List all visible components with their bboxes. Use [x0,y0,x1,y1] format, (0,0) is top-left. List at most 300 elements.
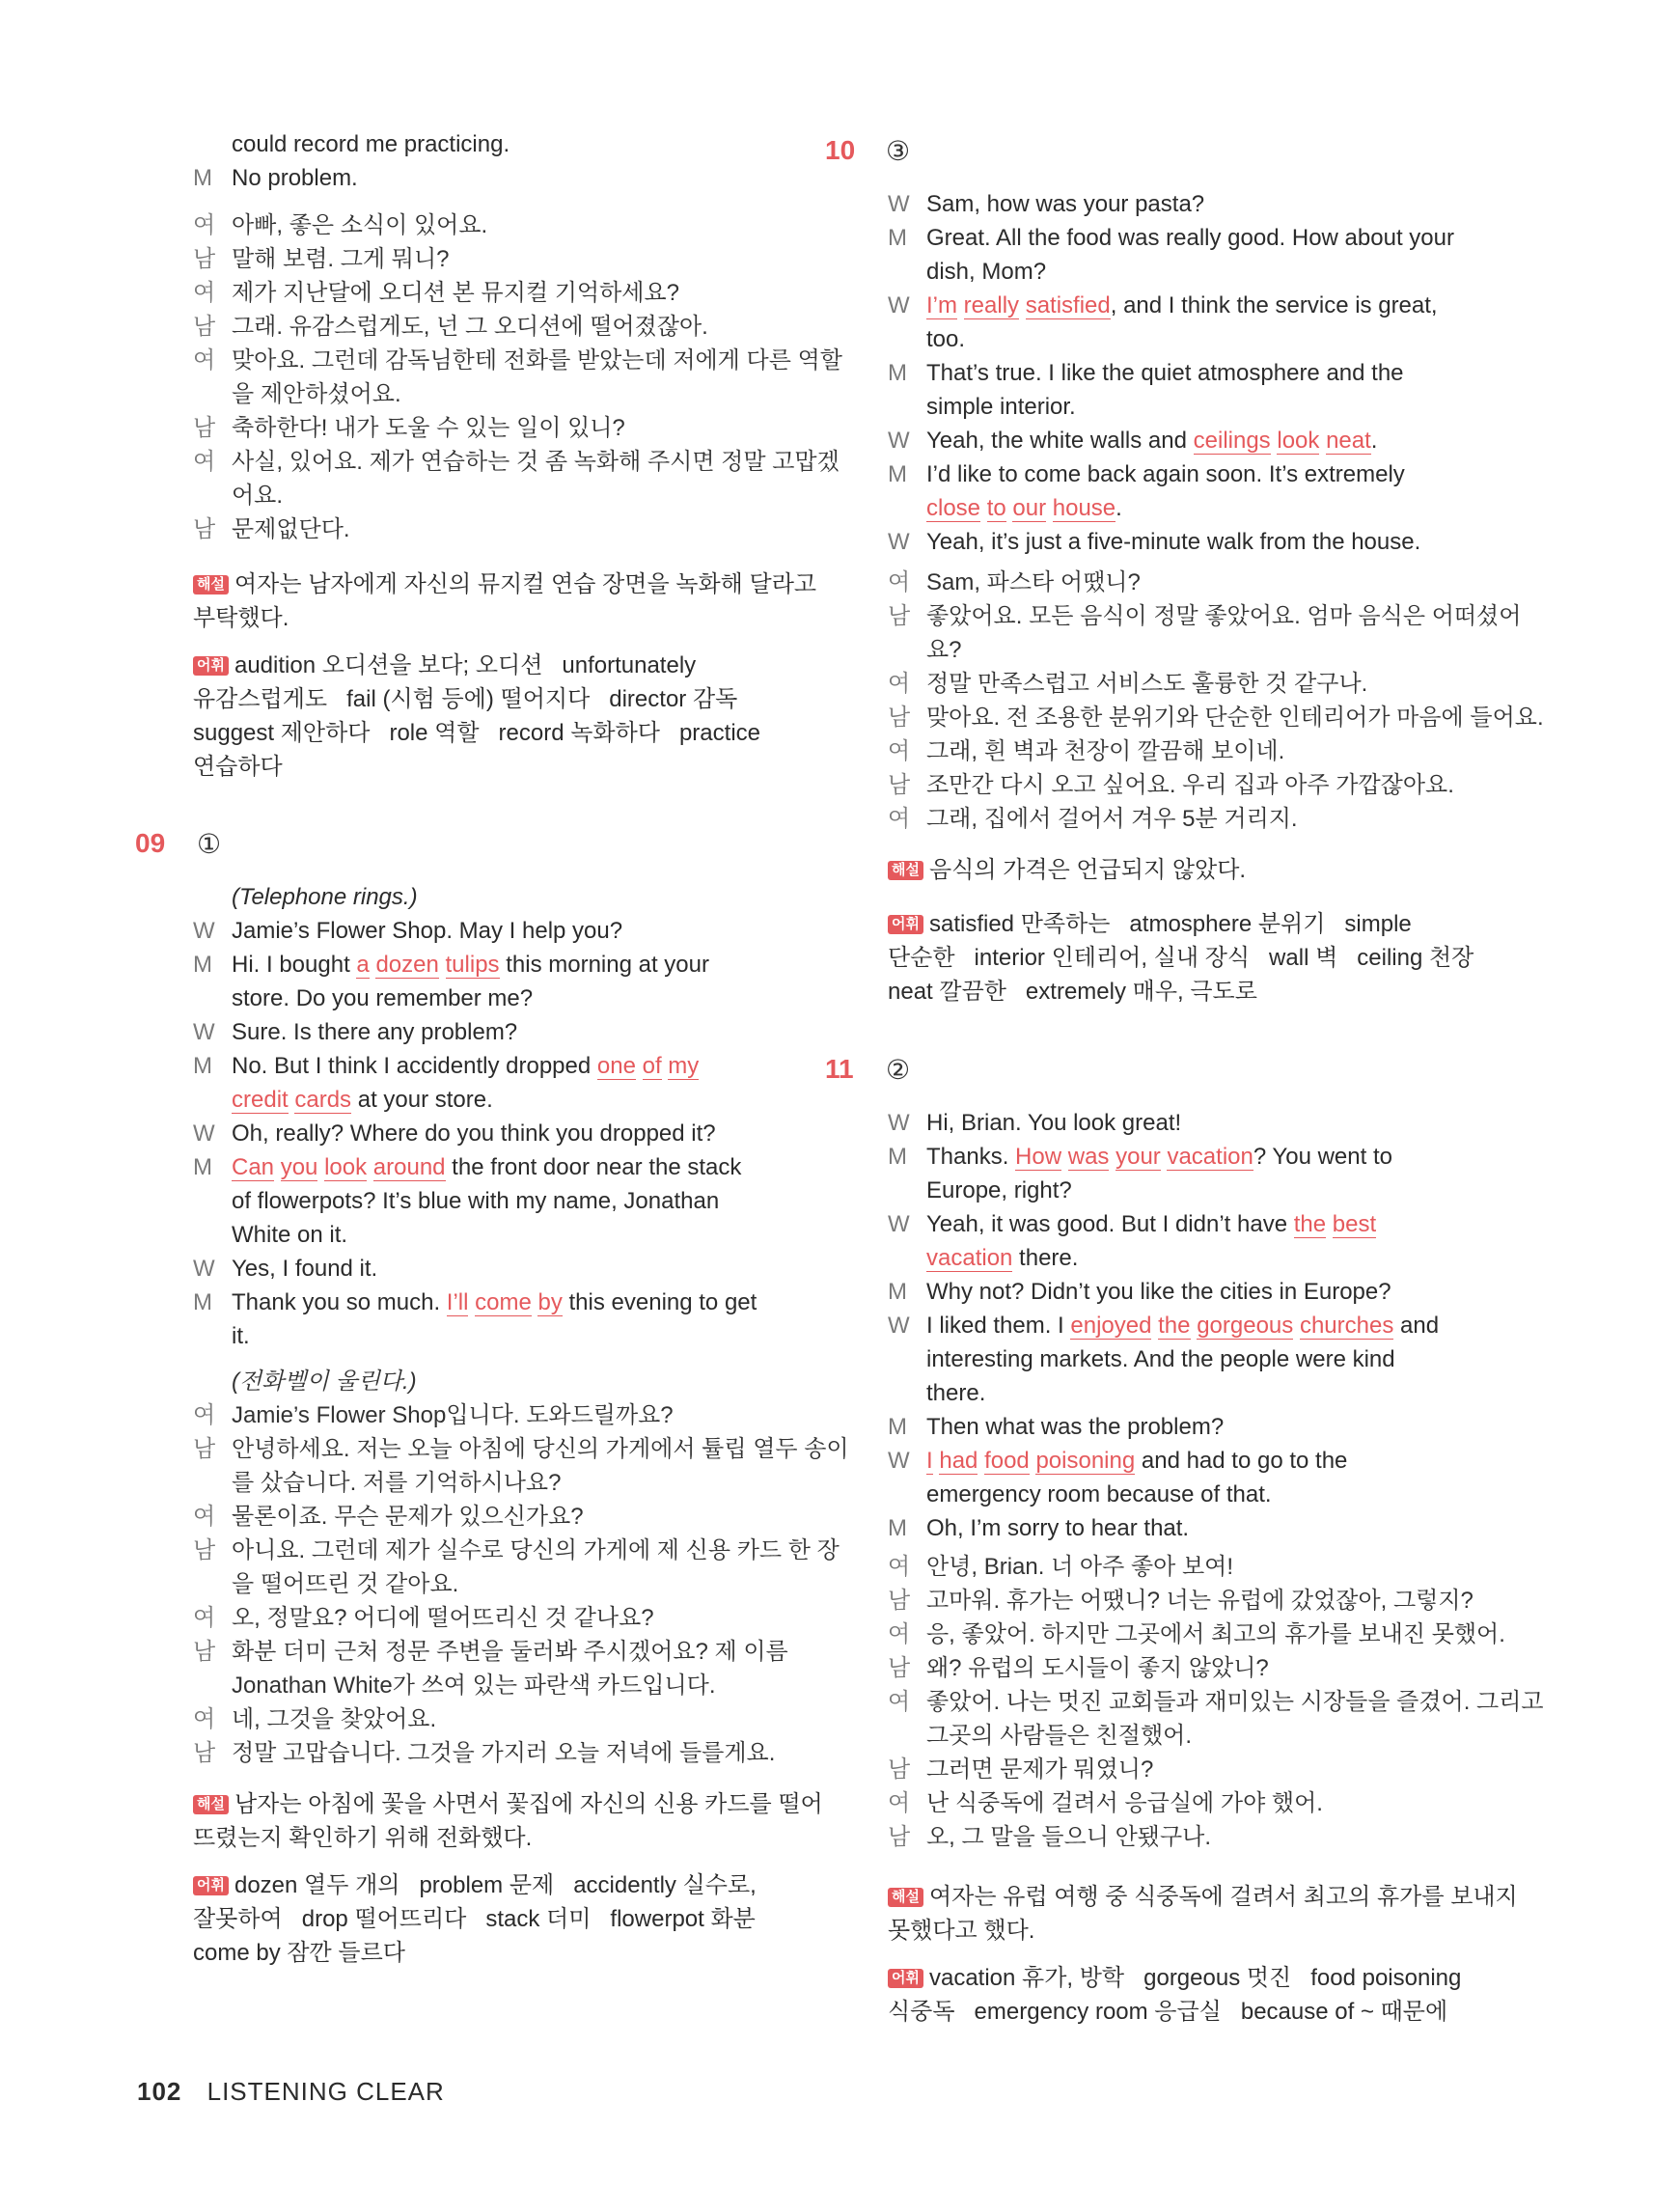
dialogue-text [232,880,418,914]
speaker-label: 남 [193,314,216,340]
dialogue-text [232,127,510,161]
dialogue-text [232,1049,699,1083]
text-segment [1019,292,1026,318]
answer-blank-word: food [984,1448,1030,1474]
speaker-label: W [888,1211,910,1237]
translation-line [888,1786,1481,1820]
vocabulary-badge: 어휘 [888,1969,923,1988]
vocabulary-line [193,682,791,716]
dialogue-line [888,1309,1481,1342]
translation-text: 문제없단다. [232,516,350,542]
speaker-label: M [888,1279,907,1305]
explanation-line [193,1787,823,1821]
text-segment: simple interior. [926,394,1076,420]
speaker-label: 남 [888,772,911,798]
explanation-text: 여자는 유럽 여행 중 식중독에 걸려서 최고의 휴가를 보내지 [928,1884,1518,1910]
speaker-label: M [888,461,907,487]
answer-blank-word: best [1332,1211,1377,1237]
answer-blank-word: I [926,1448,933,1474]
speaker-label: 여 [888,806,911,832]
translation-line [193,512,791,546]
explanation-11 [888,1880,1518,1948]
dialogue-text [232,1083,493,1117]
translation-text: 그래, 집에서 걸어서 겨우 5분 거리지. [926,806,1298,832]
speaker-label: 남 [888,705,911,731]
translation-line [888,1753,1481,1786]
dialogue-text [926,221,1454,255]
answer-blank-word: vacation [926,1245,1013,1271]
vocabulary-line [193,1902,791,1936]
speaker-label: 여 [888,569,911,595]
answer-blank-word: to [986,495,1006,521]
vocabulary-line [193,716,791,750]
speaker-label: M [888,225,907,251]
translation-text: 를 샀습니다. 저를 기억하시나요? [232,1470,562,1496]
dialogue-text [232,1117,716,1150]
korean-translation-10 [888,566,1544,836]
dialogue-line [193,127,791,161]
speaker-label: 여 [193,1504,216,1530]
answer-09: ① [197,829,222,859]
vocabulary-line [193,649,791,682]
dialogue-line [888,1376,1481,1410]
translation-text: 맞아요. 그런데 감독님한테 전화를 받았는데 저에게 다른 역할 [232,347,842,373]
vocabulary-badge: 어휘 [193,1876,229,1895]
speaker-label: W [888,428,910,454]
speaker-label: M [193,165,212,191]
text-segment: Why not? Didn’t you like the cities in Europe? [926,1279,1391,1305]
vocabulary-text: neat 깔끔한 extremely 매우, 극도로 [888,979,1257,1005]
dialogue-text [232,161,358,195]
dialogue-line [888,1174,1481,1207]
dialogue-text [232,948,709,982]
dialogue-line [888,525,1481,559]
dialogue-text [926,1309,1439,1342]
answer-blank-word: your [1115,1144,1161,1170]
translation-text: 오, 정말요? 어디에 떨어뜨리신 것 같나요? [232,1605,654,1631]
dialogue-line [888,1140,1481,1174]
dialogue-text [926,1410,1224,1444]
explanation-text: 못했다고 했다. [888,1918,1035,1944]
translation-line [193,242,791,276]
translation-text: 어요. [232,483,284,509]
speaker-label: 여 [193,212,216,238]
answer-blank-word: close [926,495,981,521]
text-segment: Thanks. [926,1144,1016,1170]
translation-text: 맞아요. 전 조용한 분위기와 단순한 인테리어가 마음에 들어요. [926,705,1544,731]
dialogue-text [926,424,1377,457]
vocabulary-line [888,907,1486,941]
vocabulary-line [888,941,1486,975]
dialogue-text [926,289,1438,322]
explanation-line [193,567,817,601]
text-segment: I’d like to come back again soon. It’s extremely [926,461,1405,487]
dialogue-text [232,1015,517,1049]
answer-blank-word: had [939,1448,978,1474]
dialogue-line [888,356,1481,390]
dialogue-line [888,1207,1481,1241]
translation-line [193,1500,791,1534]
answer-blank-word: vacation [1167,1144,1253,1170]
continued-korean-translation [193,208,842,546]
dialogue-text [926,1342,1395,1376]
text-segment: , and I think the service is great, [1110,292,1438,318]
translation-text: 정말 만족스럽고 서비스도 훌륭한 것 같구나. [926,671,1368,697]
dialogue-text [232,1218,347,1252]
translation-line [888,566,1481,599]
text-segment: Sam, how was your pasta? [926,191,1205,217]
translation-text: 좋았어요. 모든 음식이 정말 좋았어요. 엄마 음식은 어떠셨어 [926,603,1522,629]
explanation-line [888,1880,1518,1914]
translation-text: 고마워. 휴가는 어땠니? 너는 유럽에 갔었잖아, 그렇지? [926,1588,1473,1614]
translation-line [888,1584,1481,1618]
translation-text: 그래. 유감스럽게도, 넌 그 오디션에 떨어졌잖아. [232,314,708,340]
speaker-label: 남 [888,1824,911,1850]
answer-blank-word: my [668,1053,700,1079]
text-segment: White on it. [232,1222,348,1248]
translation-text: Jonathan White가 쓰여 있는 파란색 카드입니다. [232,1673,716,1699]
answer-blank-word: credit [232,1087,289,1113]
book-title: LISTENING CLEAR [207,2077,445,2106]
dialogue-text [926,1207,1376,1241]
dialogue-line [193,1184,791,1218]
dialogue-text [926,1241,1078,1275]
answer-blank-word: the [1293,1211,1327,1237]
translation-text: 말해 보렴. 그게 뭐니? [232,246,450,272]
speaker-label: 여 [193,1605,216,1631]
translation-text: Sam, 파스타 어땠니? [926,569,1141,595]
dialogue-text [232,1319,250,1353]
text-segment: Then what was the problem? [926,1414,1225,1440]
dialogue-line [888,1106,1481,1140]
dialogue-text [232,982,533,1015]
translation-text: 제가 지난달에 오디션 본 뮤지컬 기억하세요? [232,280,679,306]
speaker-label: 남 [193,246,216,272]
text-segment: . [1115,495,1122,521]
text-segment: Oh, really? Where do you think you dropped it? [232,1120,716,1147]
question-number-10: 10 [825,135,856,165]
text-segment: Thank you so much. [232,1289,447,1315]
text-segment: store. Do you remember me? [232,985,534,1011]
text-segment [980,495,987,521]
text-segment [636,1053,643,1079]
speaker-label: 남 [193,1639,216,1665]
vocabulary-text: 유감스럽게도 fail (시험 등에) 떨어지다 director 감독 [193,686,738,712]
text-segment: Hi. I bought [232,952,357,978]
dialogue-10 [888,187,1481,559]
continued-dialogue [193,127,791,195]
text-segment [1046,495,1053,521]
vocabulary-badge: 어휘 [193,656,229,676]
vocabulary-line [193,1936,791,1970]
dialogue-text [232,1184,719,1218]
text-segment: ? You went to [1253,1144,1392,1170]
explanation-badge: 해설 [193,575,229,594]
explanation-text: 뜨렸는지 확인하기 위해 전화했다. [193,1825,533,1851]
dialogue-line [193,1083,791,1117]
translation-line [888,1651,1481,1685]
speaker-label: M [888,1515,907,1541]
translation-line [193,411,791,445]
explanation-line [193,1821,791,1855]
translation-line [193,1365,791,1398]
dialogue-line [888,255,1481,289]
translation-text: 네, 그것을 찾았어요. [232,1706,437,1732]
translation-text: 아빠, 좋은 소식이 있어요. [232,212,488,238]
translation-line [193,445,840,479]
dialogue-text [926,1106,1181,1140]
dialogue-line [888,187,1481,221]
dialogue-text [926,1174,1072,1207]
answer-blank-word: one [596,1053,636,1079]
answer-blank-word: poisoning [1035,1448,1136,1474]
speaker-label: W [888,292,910,318]
speaker-label: 여 [888,1689,911,1715]
translation-line [888,1550,1481,1584]
vocabulary-text: 식중독 emergency room 응급실 because of ~ 때문에 [888,1999,1448,2025]
text-segment: this morning at your [499,952,709,978]
vocabulary-09 [193,1868,791,1970]
text-segment: this evening to get [562,1289,757,1315]
text-segment: I liked them. I [926,1313,1071,1339]
translation-line [193,1736,791,1770]
answer-blank-word: gorgeous [1197,1313,1294,1339]
answer-blank-word: I’m [926,292,957,318]
translation-line [193,1567,791,1601]
dialogue-text [926,390,1076,424]
dialogue-text [232,1252,377,1286]
translation-text: 왜? 유럽의 도시들이 좋지 않았니? [926,1655,1269,1681]
dialogue-line [888,1444,1481,1478]
translation-text: 정말 고맙습니다. 그것을 가지러 오늘 저녁에 들를게요. [232,1740,776,1766]
translation-line [193,310,791,344]
translation-line [193,276,791,310]
answer-blank-word: the [1158,1313,1191,1339]
dialogue-line [888,289,1481,322]
vocabulary-text: satisfied 만족하는 atmosphere 분위기 simple [928,911,1412,937]
answer-blank-word: Can [232,1154,275,1180]
text-segment: emergency room because of that. [926,1481,1272,1507]
translation-text: 오, 그 말을 들으니 안됐구나. [926,1824,1212,1850]
dialogue-line [193,1150,791,1184]
text-segment: Jamie’s Flower Shop. May I help you? [232,918,623,944]
translation-line [888,667,1481,701]
dialogue-line [193,948,791,982]
dialogue-line [888,1511,1481,1545]
text-segment: there. [926,1380,986,1406]
dialogue-line [888,322,1481,356]
translation-text: 그래, 흰 벽과 천장이 깔끔해 보이네. [926,738,1285,764]
vocabulary-line [888,975,1486,1009]
answer-blank-word: was [1067,1144,1110,1170]
answer-blank-word: dozen [375,952,439,978]
speaker-label: 여 [888,1790,911,1816]
answer-blank-word: neat [1326,428,1371,454]
translation-text: 요? [926,637,962,663]
answer-11: ② [886,1055,911,1085]
translation-text: 안녕, Brian. 너 아주 좋아 보여! [926,1554,1234,1580]
vocabulary-badge: 어휘 [888,915,923,934]
dialogue-line [193,161,791,195]
dialogue-text [926,491,1122,525]
speaker-label: M [193,1154,212,1180]
translation-text: 사실, 있어요. 제가 연습하는 것 좀 녹화해 주시면 정말 고맙겠 [232,449,840,475]
dialogue-line [888,1241,1481,1275]
text-segment: Oh, I’m sorry to hear that. [926,1515,1190,1541]
dialogue-line [193,1117,791,1150]
translation-line [193,1601,791,1635]
speaker-label: 남 [888,1655,911,1681]
explanation-08 [193,567,817,635]
dialogue-text [926,1478,1272,1511]
speaker-label: 여 [193,1706,216,1732]
explanation-09 [193,1787,823,1855]
answer-blank-word: around [372,1154,446,1180]
speaker-label: 남 [193,415,216,441]
translation-line [888,768,1481,802]
translation-line [193,1702,791,1736]
answer-blank-word: I’ll [446,1289,469,1315]
translation-text: 안녕하세요. 저는 오늘 아침에 당신의 가게에서 튤립 열두 송이 [232,1436,849,1462]
vocabulary-line [193,1868,791,1902]
text-segment [439,952,446,978]
text-segment [1293,1313,1300,1339]
answer-blank-word: cards [294,1087,352,1113]
speaker-label: W [193,1019,215,1045]
answer-blank-word: come [475,1289,532,1315]
dialogue-line [193,1319,791,1353]
translation-line [888,734,1481,768]
translation-line [888,1618,1505,1651]
explanation-text: 여자는 남자에게 자신의 뮤지컬 연습 장면을 녹화해 달라고 [234,571,817,597]
answer-blank-word: How [1015,1144,1062,1170]
speaker-label: 남 [193,1436,216,1462]
text-segment: Europe, right? [926,1177,1072,1203]
translation-text: 을 제안하셨어요. [232,381,401,407]
answer-blank-word: look [324,1154,368,1180]
answer-blank-word: of [642,1053,662,1079]
text-segment: Yeah, it was good. But I didn’t have [926,1211,1294,1237]
translation-line [193,1466,791,1500]
translation-line [193,344,842,377]
answer-blank-word: satisfied [1025,292,1111,318]
speaker-label: M [193,952,212,978]
translation-text: 아니요. 그런데 제가 실수로 당신의 가게에 제 신용 카드 한 장 [232,1537,840,1563]
text-segment: . [1370,428,1378,454]
text-segment: could record me practicing. [232,131,510,157]
question-number-09: 09 [135,828,166,858]
text-segment: interesting markets. And the people were kind [926,1346,1395,1372]
dialogue-line [888,1275,1481,1309]
explanation-line [193,601,791,635]
dialogue-09 [193,880,791,1353]
speaker-label: 남 [193,516,216,542]
dialogue-text [926,457,1405,491]
text-segment: Yeah, the white walls and [926,428,1194,454]
dialogue-line [193,880,791,914]
speaker-label: 남 [888,1756,911,1783]
speaker-label: 여 [888,1554,911,1580]
dialogue-line [193,1049,791,1083]
dialogue-text [926,322,965,356]
text-segment [1061,1144,1068,1170]
translation-text: 화분 더미 근처 정문 주변을 둘러봐 주시겠어요? 제 이름 [232,1639,788,1665]
answer-blank-word: a [356,952,370,978]
vocabulary-08 [193,649,791,784]
dialogue-text [926,356,1404,390]
text-segment: and [1393,1313,1440,1339]
dialogue-11 [888,1106,1481,1545]
translation-line [193,377,791,411]
dialogue-line [888,1342,1481,1376]
translation-text: 물론이죠. 무슨 문제가 있으신가요? [232,1504,584,1530]
speaker-label: 남 [193,1740,216,1766]
dialogue-text [926,1511,1189,1545]
text-segment: Sure. Is there any problem? [232,1019,518,1045]
text-segment: the front door near the stack [445,1154,742,1180]
translation-text: 그러면 문제가 뭐였니? [926,1756,1154,1783]
translation-text: 조만간 다시 오고 싶어요. 우리 집과 아주 가깝잖아요. [926,772,1454,798]
answer-blank-word: house [1052,495,1116,521]
speaker-label: 여 [193,280,216,306]
dialogue-line [193,914,791,948]
answer-blank-word: our [1012,495,1047,521]
explanation-badge: 해설 [888,861,923,880]
answer-blank-word: really [963,292,1020,318]
speaker-label: W [193,1256,215,1282]
vocabulary-line [193,750,791,784]
dialogue-text [232,1286,757,1319]
speaker-label: M [888,1144,907,1170]
translation-text: 좋았어. 나는 멋진 교회들과 재미있는 시장들을 즐겼어. 그리고 [926,1689,1544,1715]
vocabulary-text: vacation 휴가, 방학 gorgeous 멋진 food poisoning [928,1965,1462,1991]
text-segment: too. [926,326,966,352]
translation-line [193,479,791,512]
dialogue-text [926,1140,1392,1174]
speaker-label: W [193,918,215,944]
vocabulary-10 [888,907,1486,1009]
dialogue-text [926,1275,1391,1309]
vocabulary-text: suggest 제안하다 role 역할 record 녹화하다 practice [193,720,760,746]
translation-line [888,1820,1481,1854]
translation-text: 난 식중독에 걸려서 응급실에 가야 했어. [926,1790,1323,1816]
text-segment: Hi, Brian. You look great! [926,1110,1182,1136]
dialogue-line [888,1478,1481,1511]
text-segment: it. [232,1323,250,1349]
explanation-text: 음식의 가격은 언급되지 않았다. [928,857,1247,883]
explanation-text: 남자는 아침에 꽃을 사면서 꽃집에 자신의 신용 카드를 떨어 [234,1791,823,1817]
text-segment: at your store. [351,1087,493,1113]
text-segment: and had to go to the [1135,1448,1348,1474]
text-segment [957,292,964,318]
speaker-label: 여 [193,1402,216,1428]
speaker-label: M [193,1289,212,1315]
vocabulary-11 [888,1961,1486,2029]
text-segment: (Telephone rings.) [232,884,418,910]
text-segment: No. But I think I accidently dropped [232,1053,597,1079]
translation-text: 응, 좋았어. 하지만 그곳에서 최고의 휴가를 보내진 못했어. [926,1621,1505,1647]
text-segment: Great. All the food was really good. How about your [926,225,1454,251]
explanation-text: 부탁했다. [193,605,289,631]
explanation-badge: 해설 [888,1888,923,1907]
translation-text: 축하한다! 내가 도울 수 있는 일이 있니? [232,415,625,441]
translation-line [193,1669,791,1702]
translation-line [193,1534,840,1567]
text-segment: That’s true. I like the quiet atmosphere and the [926,360,1404,386]
translation-line [193,208,791,242]
question-number-11: 11 [825,1054,854,1084]
answer-blank-word: enjoyed [1070,1313,1152,1339]
